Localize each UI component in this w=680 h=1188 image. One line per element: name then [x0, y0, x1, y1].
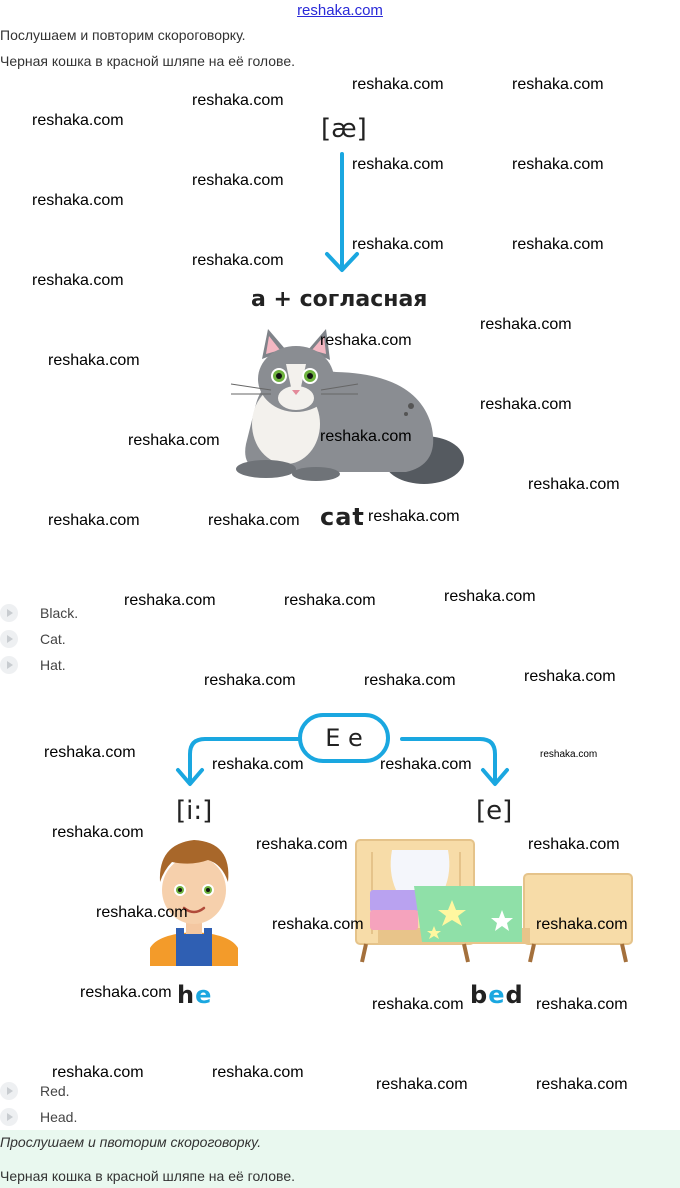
watermark: reshaka.com	[48, 352, 140, 369]
intro-line-1: Послушаем и повторим скороговорку.	[0, 27, 246, 43]
watermark: reshaka.com	[512, 156, 604, 173]
audio-item[interactable]	[0, 1080, 70, 1102]
watermark: reshaka.com	[192, 92, 284, 109]
audio-item[interactable]	[0, 1106, 77, 1128]
site-link[interactable]: reshaka.com	[297, 2, 383, 19]
footer-line-1: Прослушаем и пвоторим скороговорку.	[0, 1134, 262, 1150]
watermark: reshaka.com	[212, 756, 304, 773]
boy-image	[148, 830, 240, 966]
watermark: reshaka.com	[32, 192, 124, 209]
word-bed-post: d	[505, 981, 524, 1009]
watermark: reshaka.com	[192, 252, 284, 269]
watermark: reshaka.com	[524, 668, 616, 685]
watermark: reshaka.com	[352, 236, 444, 253]
letter-e-badge	[298, 713, 390, 763]
watermark: reshaka.com	[320, 332, 412, 349]
play-icon[interactable]	[0, 604, 18, 622]
word-cat: cat	[320, 503, 365, 531]
footer-panel	[0, 1130, 680, 1188]
audio-label: Red.	[40, 1083, 70, 1099]
watermark: reshaka.com	[540, 749, 598, 760]
watermark: reshaka.com	[80, 984, 172, 1001]
watermark: reshaka.com	[368, 508, 460, 525]
play-icon[interactable]	[0, 1082, 18, 1100]
word-bed-pre: b	[470, 981, 489, 1009]
word-he-highlight: e	[195, 981, 213, 1009]
watermark: reshaka.com	[536, 1076, 628, 1093]
watermark: reshaka.com	[52, 1064, 144, 1081]
watermark: reshaka.com	[204, 672, 296, 689]
audio-label: Head.	[40, 1109, 78, 1125]
watermark: reshaka.com	[208, 512, 300, 529]
phoneme-i-long: [i:]	[176, 796, 213, 826]
audio-label: Cat.	[40, 631, 66, 647]
letter-e-text: E e	[325, 724, 363, 752]
audio-label: Hat.	[40, 657, 66, 673]
bed-image	[352, 838, 636, 966]
watermark: reshaka.com	[480, 396, 572, 413]
watermark: reshaka.com	[32, 112, 124, 129]
watermark: reshaka.com	[124, 592, 216, 609]
watermark: reshaka.com	[352, 156, 444, 173]
watermark: reshaka.com	[192, 172, 284, 189]
rule-a-consonant: a + согласная	[251, 287, 428, 312]
audio-item[interactable]	[0, 602, 78, 624]
phoneme-ae: [æ]	[321, 114, 367, 144]
audio-item[interactable]	[0, 628, 66, 650]
word-he	[177, 981, 212, 1009]
watermark: reshaka.com	[352, 76, 444, 93]
word-bed-highlight: e	[488, 981, 506, 1009]
watermark: reshaka.com	[96, 904, 188, 921]
watermark: reshaka.com	[52, 824, 144, 841]
watermark: reshaka.com	[32, 272, 124, 289]
watermark: reshaka.com	[372, 996, 464, 1013]
watermark: reshaka.com	[512, 76, 604, 93]
watermark: reshaka.com	[256, 836, 348, 853]
watermark: reshaka.com	[528, 476, 620, 493]
footer-line-2: Черная кошка в красной шляпе на её голове.	[0, 1168, 296, 1184]
play-icon[interactable]	[0, 656, 18, 674]
watermark: reshaka.com	[480, 316, 572, 333]
audio-item[interactable]	[0, 654, 66, 676]
watermark: reshaka.com	[272, 916, 364, 933]
watermark: reshaka.com	[48, 512, 140, 529]
audio-label: Black.	[40, 605, 79, 621]
word-bed	[470, 981, 524, 1009]
play-icon[interactable]	[0, 1108, 18, 1126]
word-he-pre: h	[177, 981, 196, 1009]
watermark: reshaka.com	[128, 432, 220, 449]
watermark: reshaka.com	[444, 588, 536, 605]
watermark: reshaka.com	[364, 672, 456, 689]
watermark: reshaka.com	[536, 996, 628, 1013]
watermark: reshaka.com	[212, 1064, 304, 1081]
intro-line-2: Черная кошка в красной шляпе на её голове.	[0, 53, 296, 69]
watermark: reshaka.com	[284, 592, 376, 609]
watermark: reshaka.com	[44, 744, 136, 761]
watermark: reshaka.com	[376, 1076, 468, 1093]
watermark: reshaka.com	[380, 756, 472, 773]
watermark: reshaka.com	[512, 236, 604, 253]
watermark: reshaka.com	[528, 836, 620, 853]
watermark: reshaka.com	[536, 916, 628, 933]
phoneme-e-short: [e]	[476, 796, 513, 826]
watermark: reshaka.com	[320, 428, 412, 445]
play-icon[interactable]	[0, 630, 18, 648]
